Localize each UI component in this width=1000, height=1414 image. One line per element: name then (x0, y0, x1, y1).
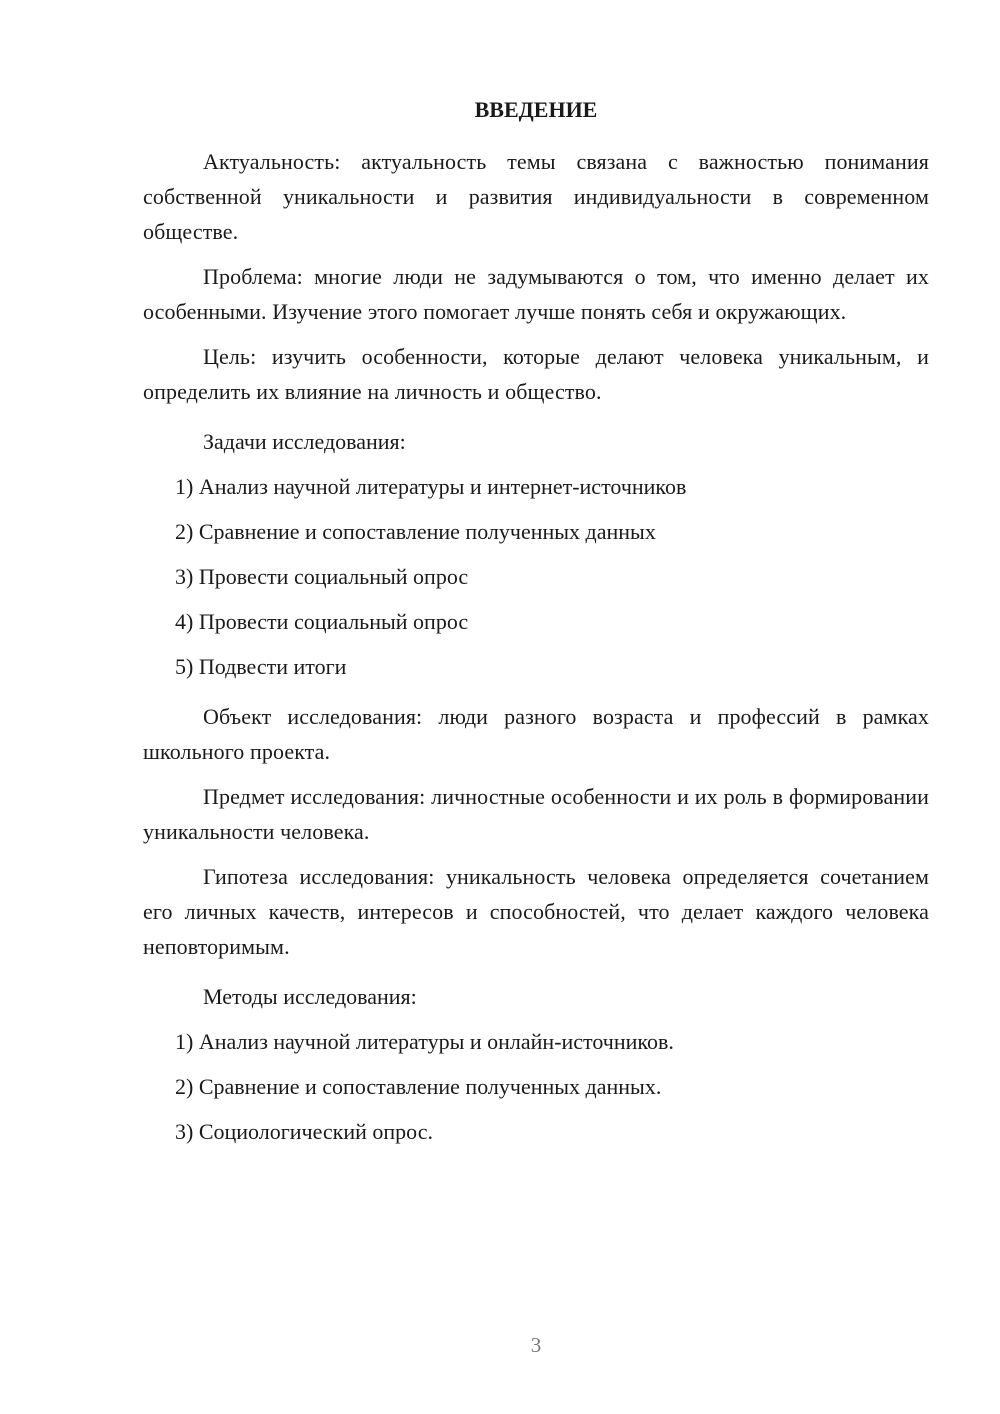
list-item: 1) Анализ научной литературы и интернет-источников (175, 474, 687, 499)
page-number: 3 (530, 1333, 542, 1357)
paragraph-problem: Проблема: многие люди не задумываются о том, что именно делает их особенными. Изучение этого помогает лучше понять себя и окружающих. (143, 264, 929, 324)
tasks-list (143, 464, 929, 689)
methods-list (143, 1019, 929, 1154)
page-title: ВВЕДЕНИЕ (474, 97, 598, 122)
tasks-title: Задачи исследования: (203, 429, 406, 454)
paragraph-hypothesis: Гипотеза исследования: уникальность человека определяется сочетанием его личных качеств, интересов и способностей, что делает каждого человека неповторимым. (143, 864, 929, 959)
list-item: 1) Анализ научной литературы и онлайн-источников. (175, 1029, 674, 1054)
paragraph-object: Объект исследования: люди разного возраста и профессий в рамках школьного проекта. (143, 704, 929, 764)
list-item: 2) Сравнение и сопоставление полученных данных. (175, 1074, 662, 1099)
list-item: 2) Сравнение и сопоставление полученных данных (175, 519, 656, 544)
paragraph-goal: Цель: изучить особенности, которые делают человека уникальным, и определить их влияние на личность и общество. (143, 344, 929, 404)
list-item: 3) Социологический опрос. (175, 1119, 433, 1144)
methods-title: Методы исследования: (203, 984, 417, 1009)
list-item: 3) Провести социальный опрос (175, 564, 469, 589)
page-content (143, 94, 929, 1154)
paragraph-subject: Предмет исследования: личностные особенности и их роль в формировании уникальности человека. (143, 784, 929, 844)
list-item: 4) Провести социальный опрос (175, 609, 469, 634)
paragraph-relevance: Актуальность: актуальность темы связана с важностью понимания собственной уникальности и развития индивидуальности в современном обществе. (143, 149, 929, 244)
list-item: 5) Подвести итоги (175, 654, 347, 679)
